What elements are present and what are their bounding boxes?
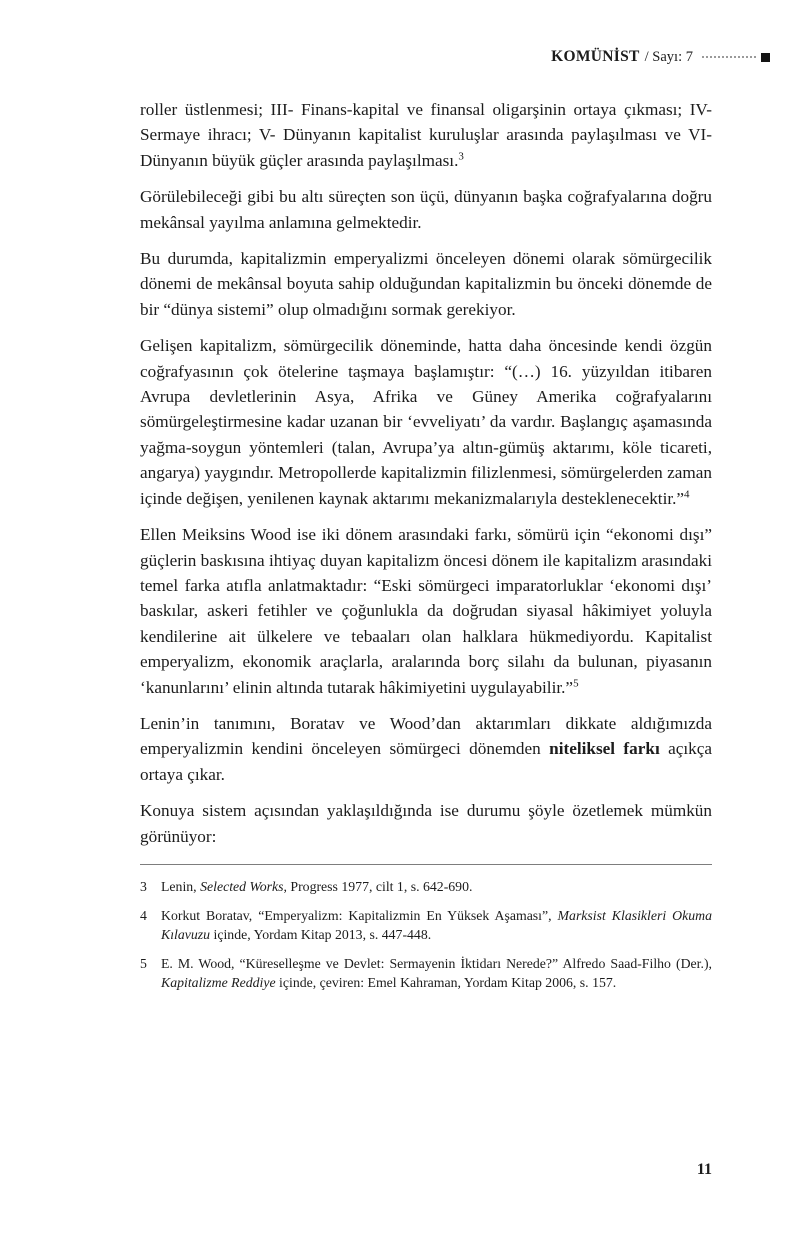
footnote-text-segment: E. M. Wood, “Küreselleşme ve Devlet: Sermayenin İktidarı Nerede?” Alfredo Saad-Filho (Der.), — [161, 955, 712, 971]
footnote-3 — [140, 877, 712, 897]
footnote-ref-3: 3 — [458, 150, 464, 163]
body-paragraph-5 — [140, 522, 712, 700]
paragraph-text: Lenin’in tanımını, Boratav ve Wood’dan aktarımları dikkate aldığımızda emperyalizmin kendini önceleyen sömürgeci dönemden — [140, 713, 712, 759]
footnote-5 — [140, 954, 712, 993]
text-column — [140, 97, 712, 1002]
page-number: 11 — [696, 1161, 712, 1178]
footnote-text-segment: içinde, çeviren: Emel Kahraman, Yordam Kitap 2006, s. 157. — [275, 975, 617, 991]
paragraph-text: Gelişen kapitalizm, sömürgecilik döneminde, hatta daha öncesinde kendi özgün coğrafyasının çok ötelerine taşmaya başlamıştır: “(…) 16. yüzyıldan itibaren Avrupa devletlerinin Asya, Afrika ve Güney Amerika coğrafyalarını sömürgeleştirmesine kadar uzanan bir ‘evveliyatı’ da vardır. Başlangıç aşamasında yağma-soygun yöntemleri (talan, Avrupa’ya altın-gümüş aktarımı, köle ticareti, angarya) yaygındır. Metropollerde kapitalizmin filizlenmesi, sömürgelerden zaman içinde değişen, yenilenen kaynak aktarımı mekanizmalarıyla desteklenecektir.” — [140, 336, 712, 508]
body-paragraph-4 — [140, 333, 712, 511]
paragraph-text: Konuya sistem açısından yaklaşıldığında ise durumu şöyle özetlemek mümkün görünüyor: — [140, 801, 712, 846]
body-paragraph-3 — [140, 246, 712, 322]
body-paragraph-2 — [140, 184, 712, 235]
footnote-text-segment: Korkut Boratav, “Emperyalizm: Kapitalizmin En Yüksek Aşaması”, — [161, 907, 558, 923]
journal-title: KOMÜNİST — [551, 48, 640, 65]
footnote-text-segment: içinde, Yordam Kitap 2013, s. 447-448. — [210, 927, 432, 943]
footnote-ref-5: 5 — [573, 676, 579, 689]
header-dotted-rule — [702, 56, 756, 58]
body-paragraph-1 — [140, 97, 712, 173]
footnote-work-title: Marksist Klasikleri Okuma Kılavuzu — [161, 907, 712, 943]
page-header — [0, 48, 770, 66]
paragraph-text: Görülebileceği gibi bu altı süreçten son üçü, dünyanın başka coğrafyalarına doğru mekânsal yayılma anlamına gelmektedir. — [140, 187, 712, 232]
body-paragraph-7 — [140, 798, 712, 849]
paragraph-text: roller üstlenmesi; III- Finans-kapital ve finansal oligarşinin ortaya çıkması; IV- Sermaye ihracı; V- Dünyanın kapitalist kuruluşlar arasında paylaşılması ve VI- Dünyanın büyük güçler arasında paylaşılması. — [140, 100, 712, 170]
footnote-number: 5 — [140, 955, 147, 971]
paragraph-text: açıkça ortaya çıkar. — [140, 739, 712, 784]
body-paragraph-6 — [140, 711, 712, 787]
issue-label: / Sayı: 7 — [644, 48, 693, 65]
footnote-number: 4 — [140, 907, 147, 923]
footnotes-section — [140, 864, 712, 993]
paragraph-text: Bu durumda, kapitalizmin emperyalizmi önceleyen dönemi olarak sömürgecilik dönemi de mekânsal boyuta sahip olduğundan kapitalizmin bu önceki dönemde de bir “dünya sistemi” olup olmadığını sormak gerekiyor. — [140, 249, 712, 319]
footnote-text — [161, 954, 712, 993]
footnote-work-title: Kapitalizme Reddiye — [161, 975, 276, 991]
emphasized-text: niteliksel farkı — [549, 739, 660, 759]
paragraph-text: Ellen Meiksins Wood ise iki dönem arasındaki farkı, sömürü için “ekonomi dışı” güçlerin baskısına ihtiyaç duyan kapitalizm öncesi dönem ile kapitalizm arasındaki temel farka atıfla anlatmaktadır: “Eski sömürgeci imparatorluklar ‘ekonomi dışı’ baskılar, askeri fetihler ve çoğunlukla da doğrudan siyasal hâkimiyet yoluyla kendilerine ait ülkelere ve tebaaları olan halklara hükmediyordu. Kapitalist emperyalizm, ekonomik araçlarla, aralarında borç silahı da bulunan, piyasanın ‘kanunlarını’ elinin altında tutarak hâkimiyetini uygulayabilir.” — [140, 525, 712, 697]
footnote-text — [161, 906, 712, 945]
header-square-mark — [761, 53, 770, 62]
footnote-text-segment: , Progress 1977, cilt 1, s. 642-690. — [283, 878, 473, 894]
footnote-work-title: Selected Works — [200, 878, 284, 894]
footnote-text-segment: Lenin, — [161, 878, 201, 894]
footnote-number: 3 — [140, 878, 147, 894]
footnote-text — [161, 877, 712, 897]
footnote-4 — [140, 906, 712, 945]
footnote-ref-4: 4 — [684, 487, 690, 500]
